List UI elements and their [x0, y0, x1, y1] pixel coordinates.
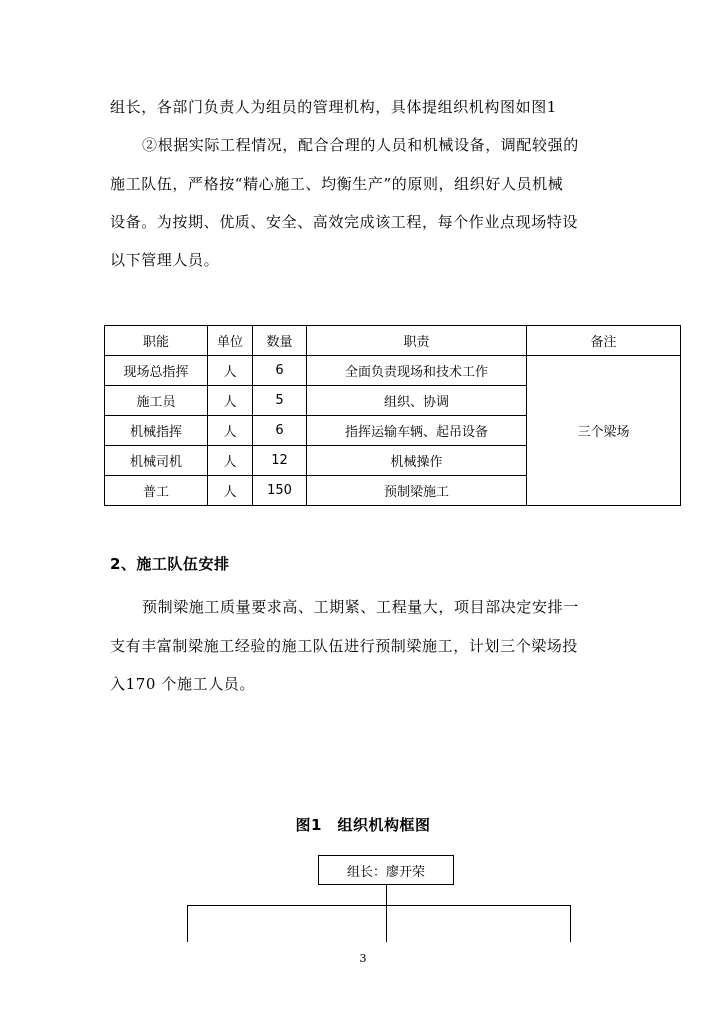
paragraph-line: 支有丰富制梁施工经验的施工队伍进行预制梁施工，计划三个梁场投	[110, 637, 579, 655]
org-chart-connector	[187, 905, 188, 942]
cell-duty: 全面负责现场和技术工作	[307, 356, 527, 386]
cell-function: 普工	[105, 476, 208, 506]
cell-quantity: 150	[253, 476, 307, 506]
org-chart-connector	[386, 905, 387, 942]
cell-unit: 人	[208, 386, 253, 416]
cell-duty: 预制梁施工	[307, 476, 527, 506]
paragraph-line: 入170 个施工人员。	[110, 675, 255, 693]
cell-quantity: 6	[253, 416, 307, 446]
staff-table	[104, 325, 681, 506]
paragraph-line: ②根据实际工程情况，配合合理的人员和机械设备，调配较强的	[142, 136, 579, 154]
org-chart-leader-box	[318, 855, 454, 885]
section-heading: 2、施工队伍安排	[110, 555, 230, 573]
page-number: 3	[359, 952, 367, 965]
cell-function: 机械指挥	[105, 416, 208, 446]
paragraph-line: 预制梁施工质量要求高、工期紧、工程量大，项目部决定安排一	[142, 598, 579, 616]
table-row	[105, 356, 681, 386]
header-note: 备注	[527, 326, 681, 356]
figure-title: 图1 组织机构框图	[295, 816, 431, 834]
cell-function: 机械司机	[105, 446, 208, 476]
cell-quantity: 6	[253, 356, 307, 386]
paragraph-line: 组长，各部门负责人为组员的管理机构，具体提组织机构图如图1	[110, 98, 557, 116]
cell-duty: 机械操作	[307, 446, 527, 476]
header-function: 职能	[105, 326, 208, 356]
paragraph-line: 设备。为按期、优质、安全、高效完成该工程，每个作业点现场特设	[110, 213, 579, 231]
cell-duty: 指挥运输车辆、起吊设备	[307, 416, 527, 446]
table-header-row	[105, 326, 681, 356]
header-unit: 单位	[208, 326, 253, 356]
org-chart-connector	[386, 885, 387, 905]
org-chart-leader-label: 组长：廖开荣	[346, 864, 425, 880]
cell-duty: 组织、协调	[307, 386, 527, 416]
header-duty: 职责	[307, 326, 527, 356]
cell-unit: 人	[208, 446, 253, 476]
cell-unit: 人	[208, 416, 253, 446]
cell-function: 施工员	[105, 386, 208, 416]
cell-quantity: 5	[253, 386, 307, 416]
org-chart-connector	[570, 905, 571, 942]
cell-function: 现场总指挥	[105, 356, 208, 386]
cell-note: 三个梁场	[527, 356, 681, 506]
cell-unit: 人	[208, 356, 253, 386]
cell-unit: 人	[208, 476, 253, 506]
cell-quantity: 12	[253, 446, 307, 476]
paragraph-line: 以下管理人员。	[110, 251, 220, 269]
paragraph-line: 施工队伍，严格按“精心施工、均衡生产”的原则，组织好人员机械	[110, 175, 564, 193]
header-quantity: 数量	[253, 326, 307, 356]
org-chart-branch-line	[187, 905, 571, 906]
